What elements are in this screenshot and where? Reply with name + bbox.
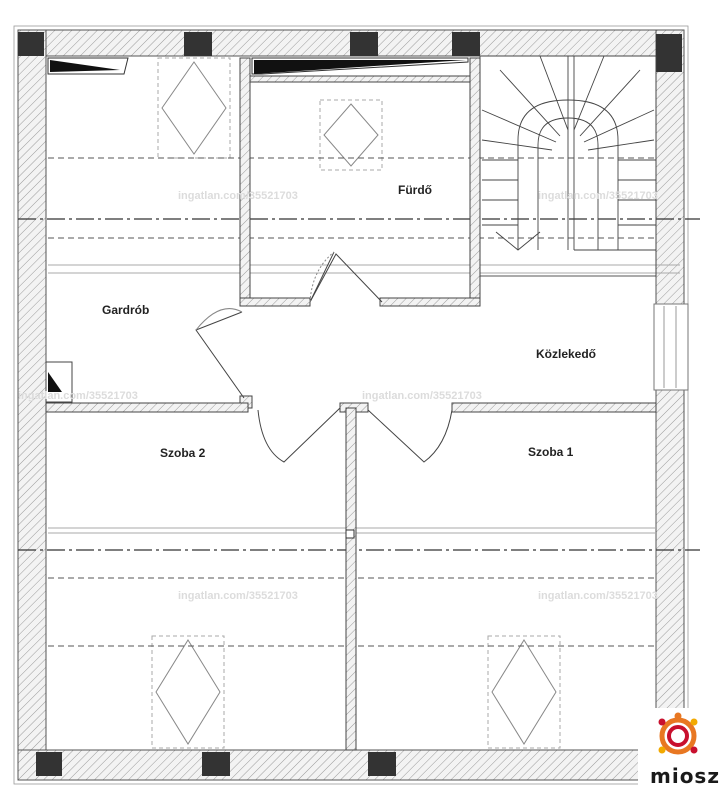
window-right [654, 304, 688, 390]
watermark-text: ingatlan.com/35521703 [178, 590, 298, 602]
pillar [452, 32, 480, 56]
watermark-text: ingatlan.com/35521703 [362, 390, 482, 402]
miosz-logo [638, 708, 720, 792]
skylight-frame [320, 100, 382, 170]
pillar [350, 32, 378, 56]
skylight-frame [158, 58, 230, 158]
logo-dot [675, 713, 682, 720]
room-label-furdo: Fürdő [398, 183, 432, 197]
outlet-marker [346, 530, 354, 538]
logo-text: miosz [650, 764, 720, 788]
wall-bottom [18, 750, 684, 780]
watermark-text: ingatlan.com/35521703 [538, 590, 658, 602]
interior-walls [46, 58, 656, 750]
skylight-frame [152, 636, 224, 748]
door-szoba2 [258, 408, 340, 462]
room-label-szoba2: Szoba 2 [160, 446, 206, 460]
pillar [18, 32, 44, 56]
bath-wall-bottom-left [240, 298, 310, 306]
pillar [368, 752, 396, 776]
door-szoba1 [368, 410, 452, 462]
doors [196, 252, 452, 462]
rooms-wall-left [46, 403, 248, 412]
skylight [162, 62, 226, 154]
logo-dot [659, 719, 666, 726]
watermark-text: ingatlan.com/35521703 [538, 190, 658, 202]
room-label-kozlekedo: Közlekedő [536, 347, 597, 361]
roof-wedge [254, 60, 466, 74]
room-label-szoba1: Szoba 1 [528, 445, 574, 459]
logo-dot [691, 719, 698, 726]
watermarks [18, 190, 658, 602]
pillar [184, 32, 212, 56]
skylight [324, 104, 378, 166]
room-label-gardrob: Gardrób [102, 303, 150, 317]
skylight [492, 640, 556, 744]
window-frame [654, 304, 688, 390]
staircase [480, 56, 656, 276]
door-gardrob [196, 312, 244, 398]
skylight-frame [488, 636, 560, 748]
bath-wall-right [470, 58, 480, 306]
bath-wall-left [240, 58, 250, 306]
pillar [36, 752, 62, 776]
bath-wall-top [250, 76, 470, 82]
rooms-divider [346, 408, 356, 750]
watermark-text: ingatlan.com/35521703 [178, 190, 298, 202]
rooms-wall-right [452, 403, 656, 412]
bath-wall-bottom-right [380, 298, 480, 306]
logo-dot [691, 747, 698, 754]
pillar [656, 34, 682, 72]
pillar [202, 752, 230, 776]
wall-left [18, 30, 46, 780]
watermark-text: ingatlan.com/35521703 [18, 390, 138, 402]
logo-dot [659, 747, 666, 754]
skylight [156, 640, 220, 744]
